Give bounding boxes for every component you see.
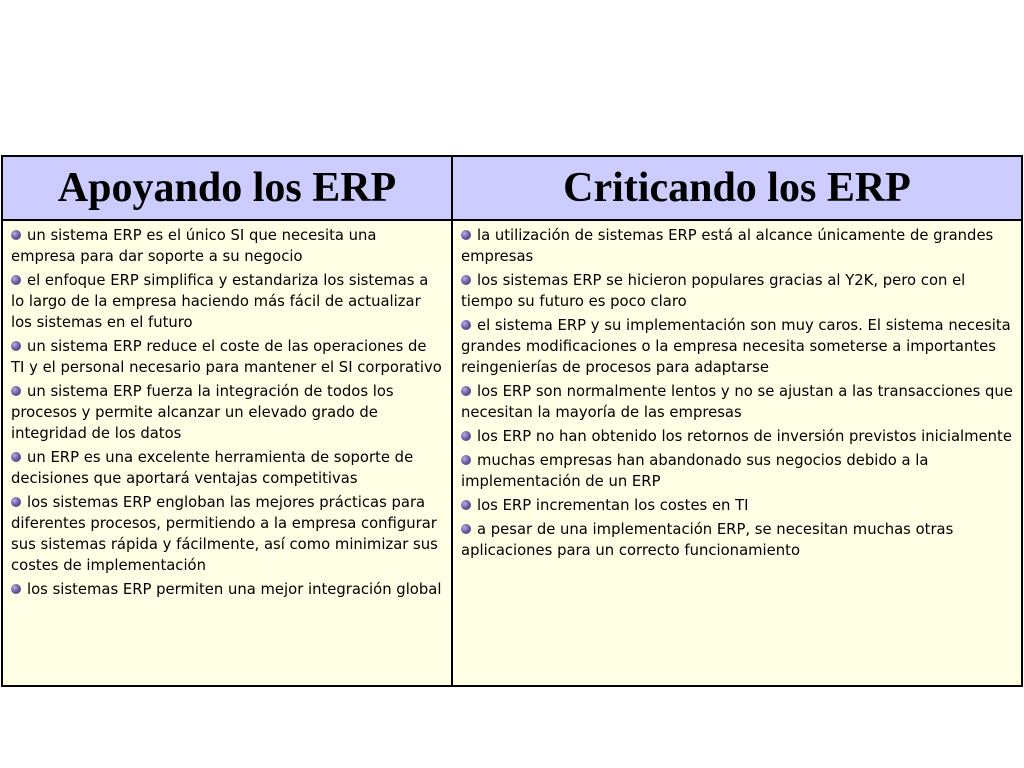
criticism-item-text: los sistemas ERP se hicieron populares gracias al Y2K, pero con el tiempo su futuro es poco claro (461, 272, 966, 310)
support-item (11, 336, 443, 378)
criticism-list (453, 221, 1021, 685)
support-item (11, 270, 443, 333)
criticism-item (461, 270, 1013, 312)
support-item-text: un sistema ERP es el único SI que necesita una empresa para dar soporte a su negocio (11, 227, 377, 265)
criticism-header: Criticando los ERP (453, 157, 1021, 221)
support-item (11, 381, 443, 444)
support-item-text: un ERP es una excelente herramienta de soporte de decisiones que aportará ventajas competitivas (11, 449, 414, 487)
criticism-item (461, 315, 1013, 378)
bullet-icon (461, 500, 471, 510)
support-item (11, 225, 443, 267)
support-item (11, 492, 443, 576)
criticism-item (461, 426, 1013, 447)
support-item-text: los sistemas ERP engloban las mejores prácticas para diferentes procesos, permitiendo a la empresa configurar sus sistemas rápida y fácilmente, así como minimizar sus costes de implementación (11, 494, 438, 574)
erp-comparison-table (1, 155, 1023, 687)
bullet-icon (11, 497, 21, 507)
criticism-item-text: el sistema ERP y su implementación son muy caros. El sistema necesita grandes modificaciones o la empresa necesita someterse a importantes reingenierías de procesos para adaptarse (461, 317, 1011, 376)
bullet-icon (11, 386, 21, 396)
bullet-icon (461, 320, 471, 330)
criticism-item (461, 381, 1013, 423)
support-item (11, 447, 443, 489)
criticism-item-text: a pesar de una implementación ERP, se necesitan muchas otras aplicaciones para un correcto funcionamiento (461, 521, 954, 559)
support-list (3, 221, 453, 685)
support-item-text: los sistemas ERP permiten una mejor integración global (27, 581, 442, 598)
criticism-item (461, 450, 1013, 492)
criticism-item-text: los ERP incrementan los costes en TI (477, 497, 749, 514)
support-item-text: un sistema ERP reduce el coste de las operaciones de TI y el personal necesario para mantener el SI corporativo (11, 338, 442, 376)
bullet-icon (461, 230, 471, 240)
bullet-icon (11, 275, 21, 285)
bullet-icon (11, 341, 21, 351)
support-item-text: un sistema ERP fuerza la integración de todos los procesos y permite alcanzar un elevado grado de integridad de los datos (11, 383, 394, 442)
criticism-item (461, 225, 1013, 267)
bullet-icon (461, 386, 471, 396)
support-item (11, 579, 443, 600)
criticism-item-text: los ERP no han obtenido los retornos de inversión previstos inicialmente (477, 428, 1012, 445)
support-item-text: el enfoque ERP simplifica y estandariza los sistemas a lo largo de la empresa haciendo más fácil de actualizar los sistemas en el futuro (11, 272, 429, 331)
criticism-item-text: la utilización de sistemas ERP está al alcance únicamente de grandes empresas (461, 227, 994, 265)
bullet-icon (11, 452, 21, 462)
criticism-item (461, 519, 1013, 561)
bullet-icon (461, 431, 471, 441)
criticism-item-text: los ERP son normalmente lentos y no se ajustan a las transacciones que necesitan la mayoría de las empresas (461, 383, 1013, 421)
bullet-icon (461, 524, 471, 534)
bullet-icon (461, 455, 471, 465)
bullet-icon (11, 584, 21, 594)
bullet-icon (461, 275, 471, 285)
support-header: Apoyando los ERP (3, 157, 453, 221)
criticism-item-text: muchas empresas han abandonado sus negocios debido a la implementación de un ERP (461, 452, 929, 490)
bullet-icon (11, 230, 21, 240)
criticism-item (461, 495, 1013, 516)
